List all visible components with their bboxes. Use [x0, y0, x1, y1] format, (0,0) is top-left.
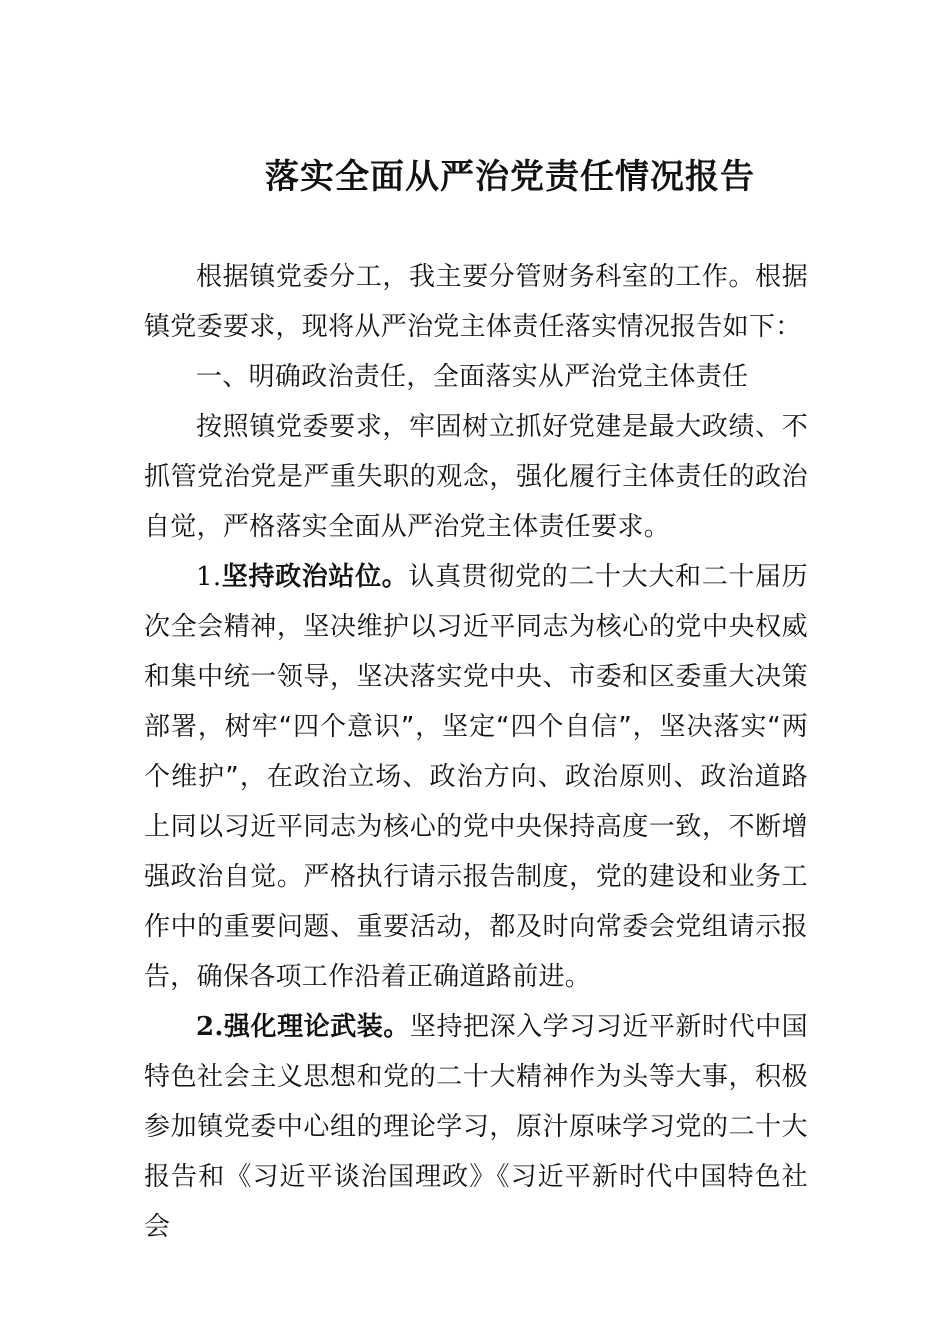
item-1-number: 1.	[196, 562, 222, 592]
item-2-number: 2.	[196, 1012, 224, 1042]
item-2-text: 坚持把深入学习习近平新时代中国特色社会主义思想和党的二十大精神作为头等大事，积极参加镇党委中心组的理论学习，原汁原味学习党的二十大报告和《习近平谈治国理政》《习近平新时代中国特色社会	[144, 1012, 808, 1242]
section-paragraph: 按照镇党委要求，牢固树立抓好党建是最大政绩、不抓管党治党是严重失职的观念，强化履行主体责任的政治自觉，严格落实全面从严治党主体责任要求。	[144, 412, 808, 542]
item-2-lead: 强化理论武装。	[223, 1012, 410, 1042]
item-1-text: 认真贯彻党的二十大大和二十届历次全会精神，坚决维护以习近平同志为核心的党中央权威和集中统一领导，坚决落实党中央、市委和区委重大决策部署，树牢“四个意识”，坚定“四个自信”，坚决落实“两个维护”，在政治立场、政治方向、政治原则、政治道路上同以习近平同志为核心的党中央保持高度一致，不断增强政治自觉。严格执行请示报告制度，党的建设和业务工作中的重要问题、重要活动，都及时向常委会党组请示报告，确保各项工作沿着正确道路前进。	[144, 562, 808, 992]
document-body	[144, 252, 808, 1252]
item-2-paragraph	[144, 1002, 808, 1252]
item-1-paragraph	[144, 552, 808, 1002]
item-1-lead: 坚持政治站位。	[221, 562, 409, 592]
document-title: 落实全面从严治党责任情况报告	[265, 157, 755, 197]
section-heading: 一、明确政治责任，全面落实从严治党主体责任	[196, 362, 749, 392]
intro-paragraph: 根据镇党委分工，我主要分管财务科室的工作。根据镇党委要求，现将从严治党主体责任落实情况报告如下：	[144, 262, 808, 342]
